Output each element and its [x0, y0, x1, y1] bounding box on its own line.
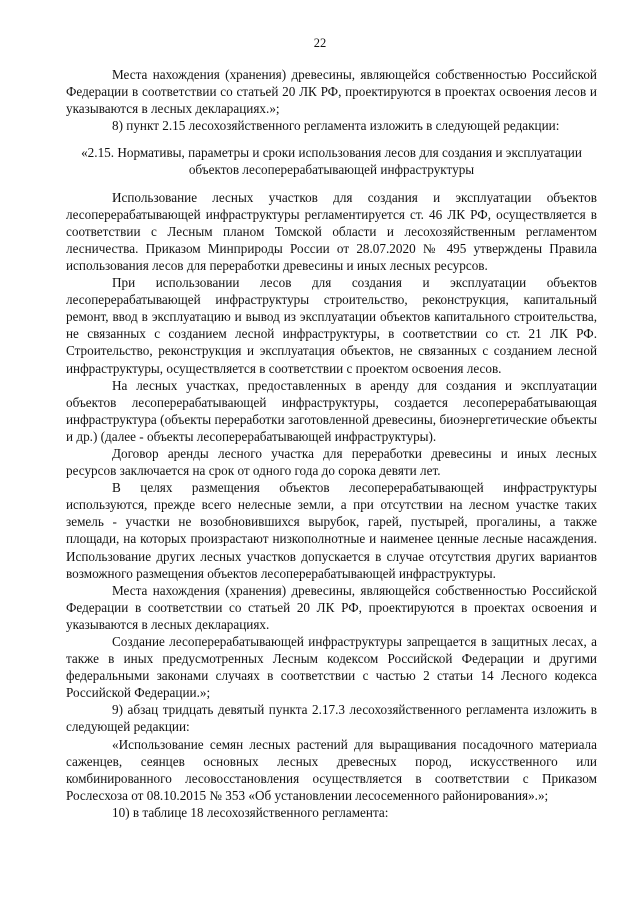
paragraph-item-8: 8) пункт 2.15 лесохозяйственного регламента изложить в следующей редакции:	[112, 118, 560, 134]
paragraph-placement: В целях размещения объектов лесоперерабатывающей инфраструктуры используются, прежде всего нелесные земли, а при отсутствии на лесном участке таких земель - участки не возобновившихся вырубок, гарей, пустырей, прогалины, а также площади, на которых произрастают низкополнотные и наименее ценные лесные насаждения. Использование других лесных участков допускается в случае отсутствия других вариантов возможного размещения объектов лесоперерабатывающей инфраструктуры.	[66, 480, 597, 581]
document-body	[66, 66, 597, 821]
paragraph-storage-locations: Места нахождения (хранения) древесины, являющейся собственностью Российской Федерации в соответствии со статьей 20 ЛК РФ, проектируются в проектах освоения лесов и указываются в лесных декларациях.»;	[66, 67, 597, 117]
paragraph-prohibition: Создание лесоперерабатывающей инфраструктуры запрещается в защитных лесах, а также в иных предусмотренных Лесным кодексом Российской Федерации и другими федеральными законами случаях в соответствии с частью 2 статьи 14 Лесного кодекса Российской Федерации.»;	[66, 634, 597, 701]
paragraph-item-9: 9) абзац тридцать девятый пункта 2.17.3 лесохозяйственного регламента изложить в следующей редакции:	[66, 702, 597, 735]
paragraph-usage-regulation: Использование лесных участков для создания и эксплуатации объектов лесоперерабатывающей инфраструктуры регламентируется ст. 46 ЛК РФ, осуществляется в соответствии с Лесным планом Томской области и лесохозяйственным регламентом лесничества. Приказом Минприроды России от 28.07.2020 № 495 утверждены Правила использования лесов для переработки древесины и иных лесных ресурсов.	[66, 189, 597, 273]
paragraph-lease-plots: На лесных участках, предоставленных в аренду для создания и эксплуатации объектов лесоперерабатывающей инфраструктуры, создается лесоперерабатывающая инфраструктура (объекты переработки заготовленной древесины, биоэнергетические объекты и др.) (далее - объекты лесоперерабатывающей инфраструктуры).	[66, 377, 597, 444]
paragraph-item-10: 10) в таблице 18 лесохозяйственного регламента:	[112, 804, 389, 820]
paragraph-construction: При использовании лесов для создания и эксплуатации объектов лесоперерабатывающей инфраструктуры строительство, реконструкция, капитальный ремонт, ввод в эксплуатацию и вывод из эксплуатации объектов капитального строительства, не связанных с созданием лесной инфраструктуры, в соответствии со ст. 21 ЛК РФ. Строительство, реконструкция и эксплуатация объектов, не связанных с созданием лесной инфраструктуры, осуществляется в соответствии с проектом освоения лесов.	[66, 275, 597, 376]
section-title-2-15: «2.15. Нормативы, параметры и сроки использования лесов для создания и эксплуатации объектов лесоперерабатывающей инфраструктуры	[81, 145, 582, 178]
paragraph-seed-usage: «Использование семян лесных растений для выращивания посадочного материала саженцев, сеянцев основных лесных древесных пород, искусственного или комбинированного лесовосстановления осуществляется в соответствии с Приказом Рослесхоза от 08.10.2015 № 353 «Об установлении лесосеменного районирования».»;	[66, 736, 597, 803]
page-number: 22	[313, 36, 327, 50]
paragraph-lease-term: Договор аренды лесного участка для переработки древесины и иных лесных ресурсов заключается на срок от одного года до сорока девяти лет.	[66, 445, 597, 479]
paragraph-storage-declarations: Места нахождения (хранения) древесины, являющейся собственностью Российской Федерации в соответствии со статьей 20 ЛК РФ, проектируются в проектах освоения и указываются в лесных декларациях.	[66, 582, 597, 632]
